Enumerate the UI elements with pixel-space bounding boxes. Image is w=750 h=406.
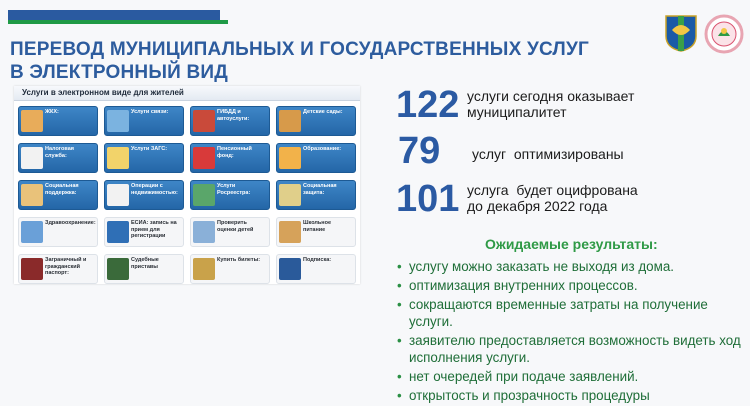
education-icon [279,147,301,169]
service-tile[interactable] [18,143,98,173]
result-item: • заявителю предоставляется возможность видеть ход исполнения услуги. [396,332,746,366]
title-line-1: ПЕРЕВОД МУНИЦИПАЛЬНЫХ И ГОСУДАРСТВЕННЫХ УСЛУГ [10,39,589,60]
service-tile-title: ЖКХ: [45,109,59,115]
results-heading: Ожидаемые результаты: [485,236,658,252]
stat-number: 122 [396,84,460,126]
service-tile-title: Детские сады: [303,109,343,115]
service-tile[interactable] [18,254,98,284]
header-blue-bar [8,10,220,20]
teddy-bear-icon [279,110,301,132]
tax-icon [21,147,43,169]
service-tile[interactable] [276,217,356,247]
service-tile-title: Социальная защита: [303,183,337,196]
service-tile[interactable] [276,254,356,284]
service-tile-title: Налоговая служба: [45,146,74,159]
stat-text: услуги сегодня оказывает муниципалитет [467,88,635,120]
service-tile[interactable] [190,254,270,284]
service-tile[interactable] [190,143,270,173]
service-tile[interactable] [18,217,98,247]
service-tile[interactable] [104,143,184,173]
service-tile-title: ЕСИА: запись на прием для регистрации [131,220,177,239]
stat-number: 79 [398,130,441,172]
social-protection-icon [279,184,301,206]
bailiffs-icon [107,258,129,280]
service-tile-title: Заграничный и гражданский паспорт: [45,257,87,276]
service-tile[interactable] [104,180,184,210]
esia-icon [107,221,129,243]
tickets-icon [193,258,215,280]
registry-icon [193,184,215,206]
car-icon [193,110,215,132]
service-tile[interactable] [276,106,356,136]
service-tile-title: Услуги связи: [131,109,169,115]
title-line-2: В ЭЛЕКТРОННЫЙ ВИД [10,62,228,83]
services-panel-header [14,86,360,101]
service-tile[interactable] [276,180,356,210]
result-item: • оптимизация внутренних процессов. [396,277,746,294]
stat-text: услуга будет оцифрована до декабря 2022 года [467,182,642,214]
service-tile[interactable] [190,106,270,136]
house-icon [21,110,43,132]
coat-of-arms-icon [664,14,698,52]
subscription-icon [279,258,301,280]
result-item: • нет очередей при подаче заявлений. [396,368,746,385]
service-tile-title: Подписка: [303,257,332,263]
service-tile-title: Школьное питание [303,220,332,233]
service-tile[interactable] [18,106,98,136]
service-tile-title: Операции с недвижимостью: [131,183,178,196]
school-meals-icon [279,221,301,243]
service-tile[interactable] [104,106,184,136]
health-icon [21,221,43,243]
service-tile[interactable] [190,180,270,210]
service-tile-title: Пенсионный фонд: [217,146,252,159]
service-tile-title: Проверить оценки детей [217,220,254,233]
grades-icon [193,221,215,243]
service-tile-title: Здравоохранение: [45,220,96,226]
service-tile-title: Судебные приставы [131,257,159,270]
service-tile-title: Услуги Росреестра: [217,183,251,196]
social-support-icon [21,184,43,206]
stat-number: 101 [396,178,460,220]
stat-text: услуг оптимизированы [472,146,624,162]
service-tile[interactable] [104,217,184,247]
result-item: • услугу можно заказать не выходя из дома. [396,258,746,275]
service-tile-title: Купить билеты: [217,257,261,263]
phone-icon [107,110,129,132]
service-tile-title: Услуги ЗАГС: [131,146,168,152]
services-panel-title: Услуги в электронном виде для жителей [22,88,184,97]
service-tile[interactable] [104,254,184,284]
service-tile[interactable] [190,217,270,247]
results-list [396,258,746,406]
service-tile-title: Образование: [303,146,342,152]
emblem-icon [704,14,744,54]
page-title [10,38,590,84]
result-item: • открытость и прозрачность процедуры [396,387,746,404]
service-tile[interactable] [276,143,356,173]
passport-icon [21,258,43,280]
pension-fund-icon [193,147,215,169]
service-tile-title: Социальная поддержка: [45,183,79,196]
rings-icon [107,147,129,169]
header-green-bar [8,20,228,24]
result-item: • сокращаются временные затраты на получение услуги. [396,296,746,330]
service-tile[interactable] [18,180,98,210]
service-tile-title: ГИБДД и автоуслуги: [217,109,250,122]
services-panel [14,86,360,284]
document-icon [107,184,129,206]
